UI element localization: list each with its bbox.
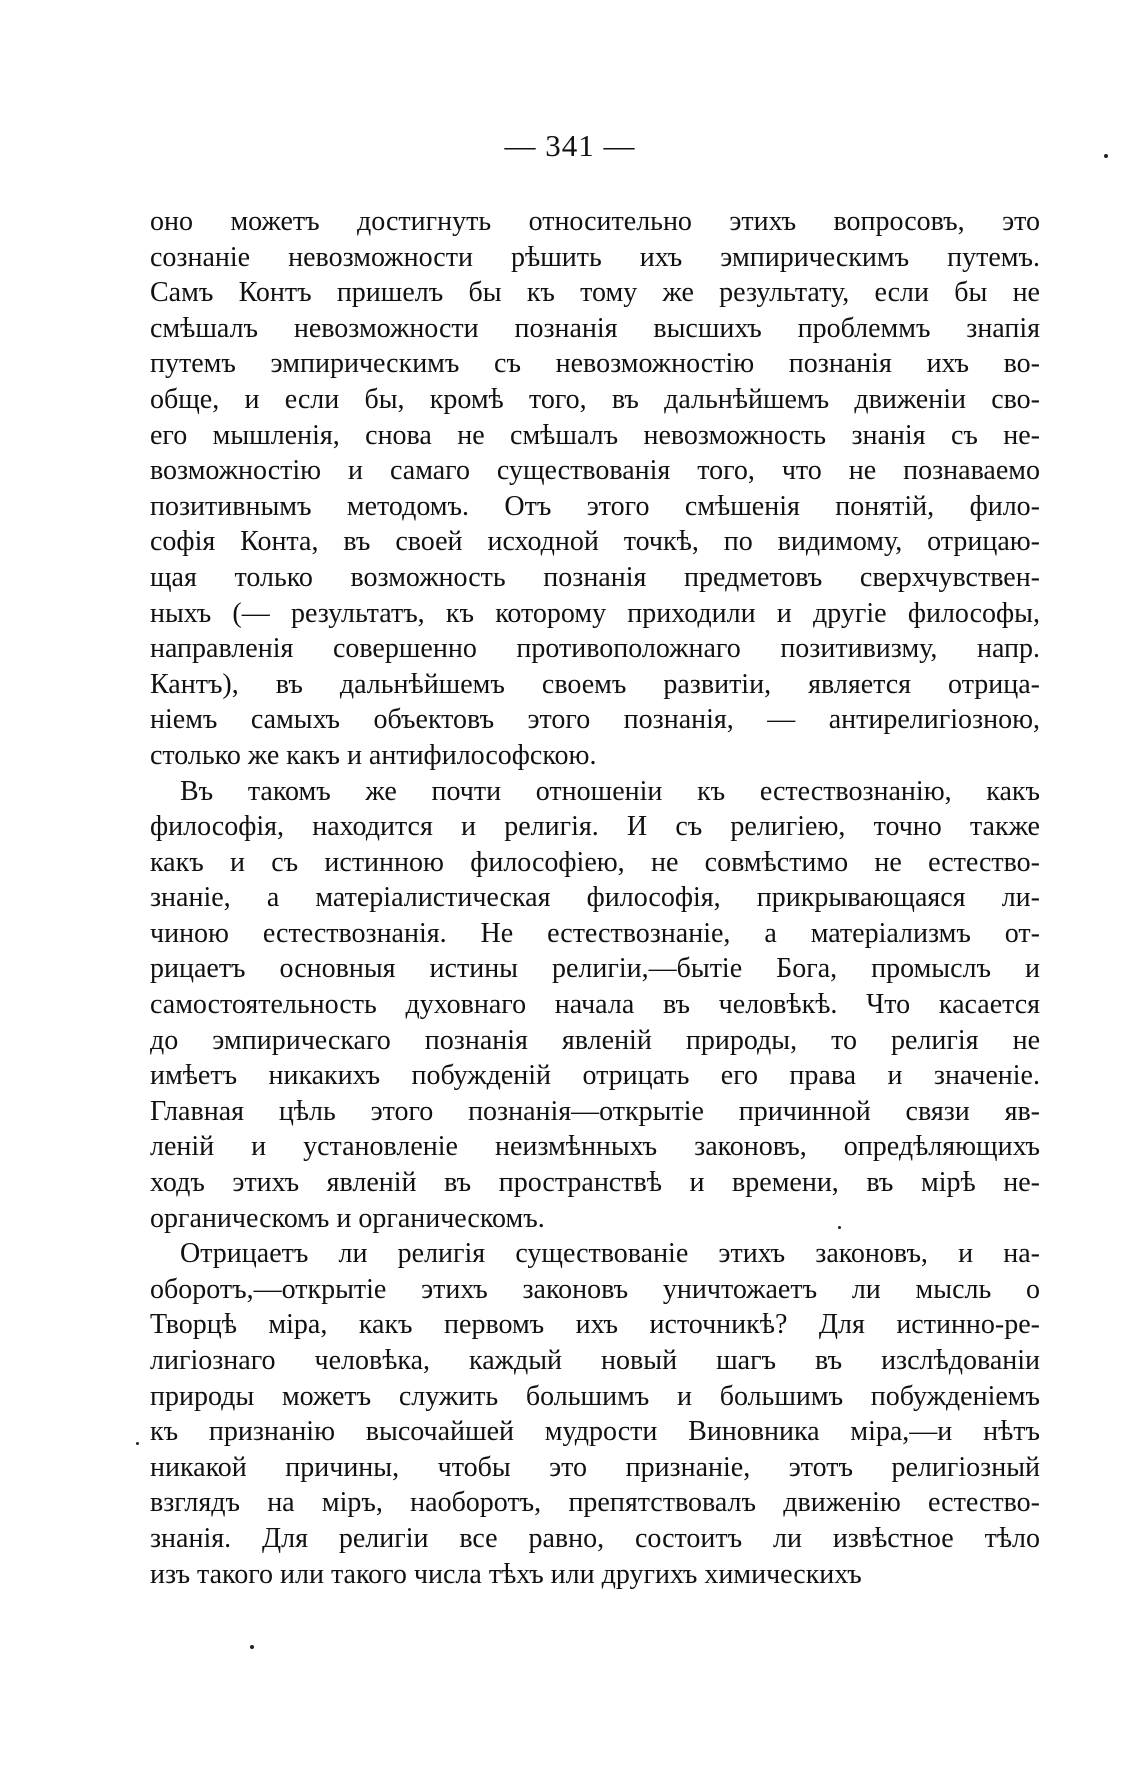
- text-line: возможностію и самаго существованія того, что не познаваемо: [150, 455, 1040, 487]
- paragraph: [150, 774, 1040, 1237]
- print-speck: [838, 1226, 841, 1229]
- text-line: знанія. Для религіи все равно, состоитъ ли извѣстное тѣло: [150, 1522, 1040, 1554]
- text-line: путемъ эмпирическимъ съ невозможностію познанія ихъ во-: [150, 348, 1040, 380]
- text-line: его мышленія, снова не смѣшалъ невозможность знанія съ не-: [150, 419, 1040, 451]
- text-line: Главная цѣль этого познанія—открытіе причинной связи яв-: [150, 1095, 1040, 1127]
- text-line: органическомъ и органическомъ.: [150, 1202, 545, 1234]
- text-line: позитивнымъ методомъ. Отъ этого смѣшенія понятій, фило-: [150, 490, 1040, 522]
- text-line: философія, находится и религія. И съ религіею, точно также: [150, 811, 1040, 843]
- text-line: оно можетъ достигнуть относительно этихъ вопросовъ, это: [150, 206, 1040, 237]
- text-line: Отрицаетъ ли религія существованіе этихъ законовъ, и на-: [180, 1238, 1040, 1270]
- text-line: знаніе, а матеріалистическая философія, прикрывающаяся ли-: [150, 882, 1040, 914]
- text-line: чиною естествознанія. Не естествознаніе, а матеріализмъ от-: [150, 917, 1040, 949]
- text-line: взглядъ на міръ, наоборотъ, препятствовалъ движенію естество-: [150, 1487, 1040, 1519]
- text-line: ніемъ самыхъ объектовъ этого познанія, — антирелигіозною,: [150, 704, 1040, 736]
- print-speck: [136, 1442, 139, 1445]
- text-line: изъ такого или такого числа тѣхъ или другихъ химическихъ: [150, 1558, 862, 1590]
- text-line: какъ и съ истинною философіею, не совмѣстимо не естество-: [150, 846, 1040, 878]
- text-line: оборотъ,—открытіе этихъ законовъ уничтожаетъ ли мысль о: [150, 1273, 1040, 1305]
- text-line: смѣшалъ невозможности познанія высшихъ проблеммъ знапія: [150, 312, 1040, 344]
- text-line: столько же какъ и антифилософскою.: [150, 739, 597, 771]
- text-line: леній и установленіе неизмѣнныхъ законовъ, опредѣляющихъ: [150, 1131, 1040, 1163]
- text-line: до эмпирическаго познанія явленій природы, то религія не: [150, 1024, 1040, 1056]
- text-line: щая только возможность познанія предметовъ сверхчувствен-: [150, 561, 1040, 593]
- text-line: сознаніе невозможности рѣшить ихъ эмпирическимъ путемъ.: [150, 241, 1040, 273]
- text-line: никакой причины, чтобы это признаніе, этотъ религіозный: [150, 1451, 1040, 1483]
- text-line: Творцѣ міра, какъ первомъ ихъ источникѣ? Для истинно-ре-: [150, 1309, 1040, 1341]
- text-line: Самъ Контъ пришелъ бы къ тому же результату, если бы не: [150, 277, 1040, 309]
- text-line: направленія совершенно противоположнаго позитивизму, напр.: [150, 633, 1040, 665]
- text-line: софія Конта, въ своей исходной точкѣ, по видимому, отрицаю-: [150, 526, 1040, 558]
- text-line: лигіознаго человѣка, каждый новый шагъ въ изслѣдованіи: [150, 1345, 1040, 1376]
- text-line: имѣетъ никакихъ побужденій отрицать его права и значеніе.: [150, 1060, 1040, 1092]
- text-line: Кантъ), въ дальнѣйшемъ своемъ развитіи, является отрица-: [150, 668, 1040, 700]
- text-line: къ признанію высочайшей мудрости Виновника міра,—и нѣтъ: [150, 1416, 1040, 1448]
- text-line: обще, и если бы, кромѣ того, въ дальнѣйшемъ движеніи сво-: [150, 383, 1040, 415]
- text-line: природы можетъ служить большимъ и большимъ побужденіемъ: [150, 1380, 1040, 1412]
- paragraph: [150, 204, 1040, 774]
- text-line: ныхъ (— результатъ, къ которому приходили и другіе философы,: [150, 597, 1040, 629]
- body-text: [150, 204, 1040, 1592]
- print-speck: [250, 1645, 254, 1649]
- text-line: ходъ этихъ явленій въ пространствѣ и времени, въ мірѣ не-: [150, 1167, 1040, 1199]
- page-number: — 341 —: [504, 128, 636, 163]
- paragraph: [150, 1236, 1040, 1592]
- text-line: самостоятельность духовнаго начала въ человѣкѣ. Что касается: [150, 989, 1040, 1021]
- print-speck: [1104, 154, 1108, 158]
- text-line: рицаетъ основныя истины религіи,—бытіе Бога, промыслъ и: [150, 953, 1040, 985]
- text-line: Въ такомъ же почти отношеніи къ естествознанію, какъ: [180, 775, 1040, 807]
